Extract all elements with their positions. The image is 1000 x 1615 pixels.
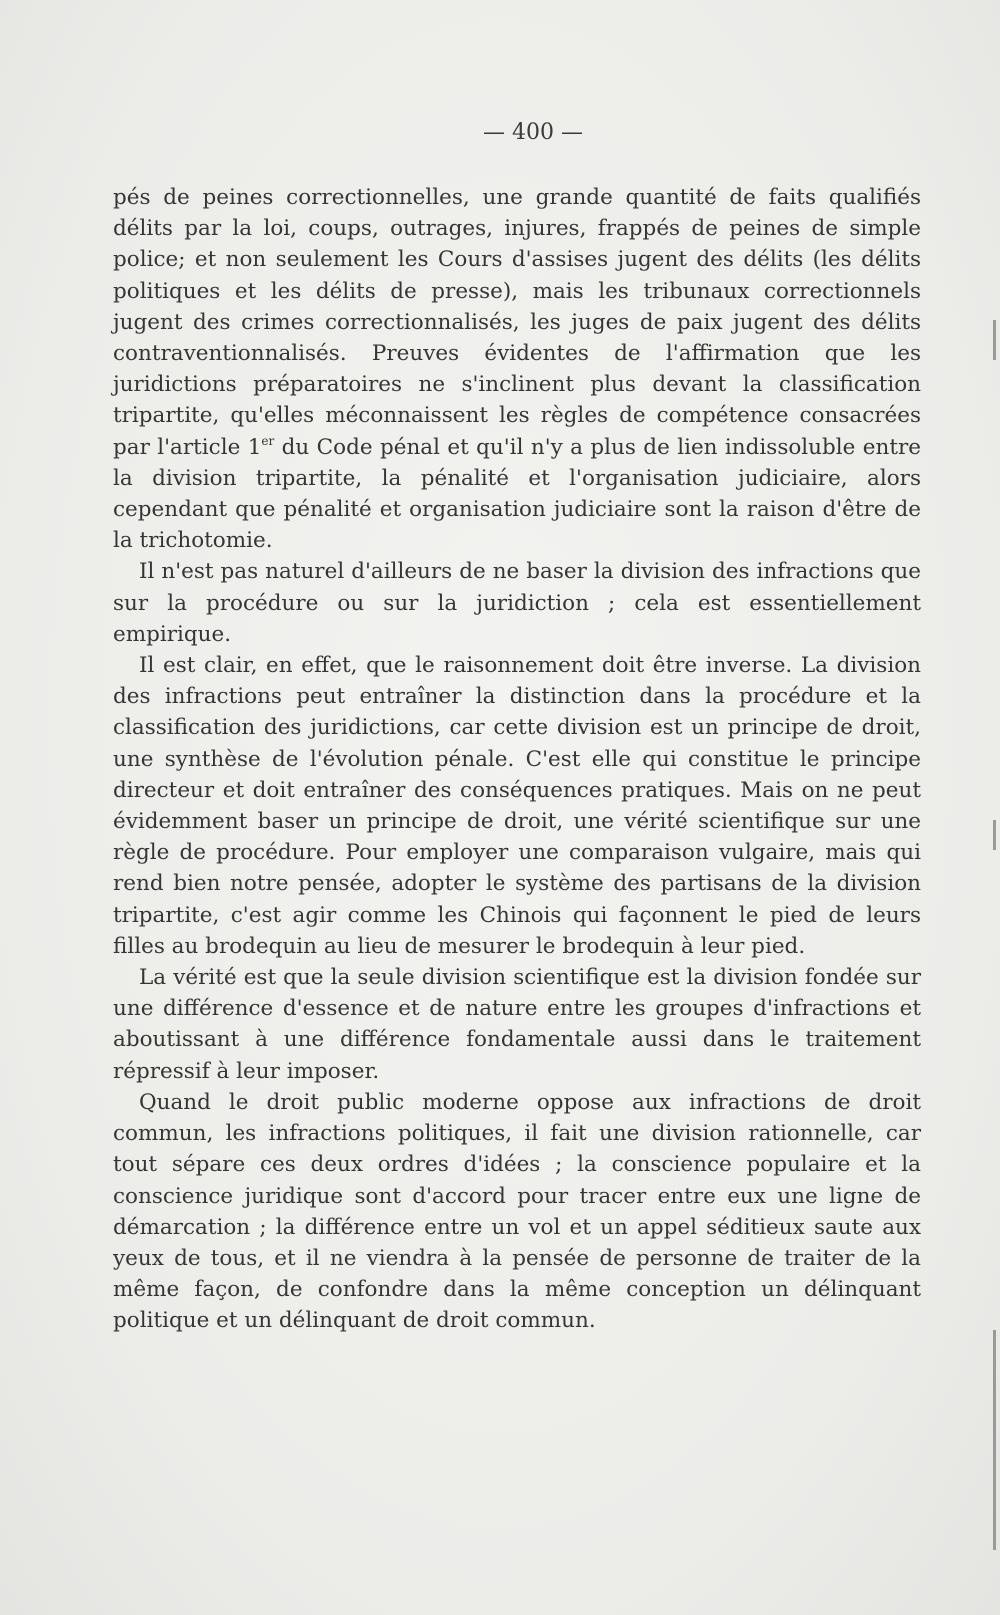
paragraph-4: La vérité est que la seule division scientifique est la division fondée sur une différence d'essence et de nature entre les groupes d'infractions et aboutissant à une différence fondamentale aussi dans le traitement répressif à leur imposer. [113,965,921,1084]
paragraph-3: Il est clair, en effet, que le raisonnement doit être inverse. La division des infractions peut entraîner la distinction dans la procédure et la classification des juridictions, car cette division est un principe de droit, une synthèse de l'évolution pénale. C'est elle qui constitue le principe directeur et doit entraîner des conséquences pratiques. Mais on ne peut évidemment baser un principe de droit, une vérité scientifique sur une règle de procédure. Pour employer une comparaison vulgaire, mais qui rend bien notre pensée, adopter le système des partisans de la division tripartite, c'est agir comme les Chinois qui façonnent le pied de leurs filles au brodequin au lieu de mesurer le brodequin à leur pied. [113,653,921,959]
paragraph-2: Il n'est pas naturel d'ailleurs de ne baser la division des infractions que sur la procédure ou sur la juridiction ; cela est essentiellement empirique. [113,559,921,647]
page-edge-mark [993,820,996,850]
superscript-er: er [261,433,275,448]
paragraph-1 [113,182,921,556]
body-text [113,182,921,1337]
paragraph-1-tail: du Code pénal et qu'il n'y a plus de lien indissoluble entre la division tripartite, la pénalité et l'organisation judiciaire, alors cependant que pénalité et organisation judiciaire sont la raison d'être de la trichotomie. [113,434,922,554]
paragraph-5: Quand le droit public moderne oppose aux infractions de droit commun, les infractions politiques, il fait une division rationnelle, car tout sépare ces deux ordres d'idées ; la conscience populaire et la conscience juridique sont d'accord pour tracer entre eux une ligne de démarcation ; la différence entre un vol et un appel séditieux saute aux yeux de tous, et il ne viendra à la pensée de personne de traiter de la même façon, de confondre dans la même conception un délinquant politique et un délinquant de droit commun. [113,1089,921,1334]
page-edge-mark [993,320,996,360]
page-edge-mark [993,1330,996,1550]
paragraph-1-text: pés de peines correctionnelles, une grande quantité de faits qualifiés délits par la loi, coups, outrages, injures, frappés de peines de simple police; et non seulement les Cours d'assises jugent des délits (les délits politiques et les délits de presse), mais les tribunaux correctionnels jugent des crimes correctionnalisés, les juges de paix jugent des délits contraventionnalisés. Preuves évidentes de l'affirmation que les juridictions préparatoires ne s'inclinent plus devant la classification tripartite, qu'elles méconnaissent les règles de compétence consacrées par l'article 1 [113,185,921,460]
page-number: — 400 — [483,120,583,145]
